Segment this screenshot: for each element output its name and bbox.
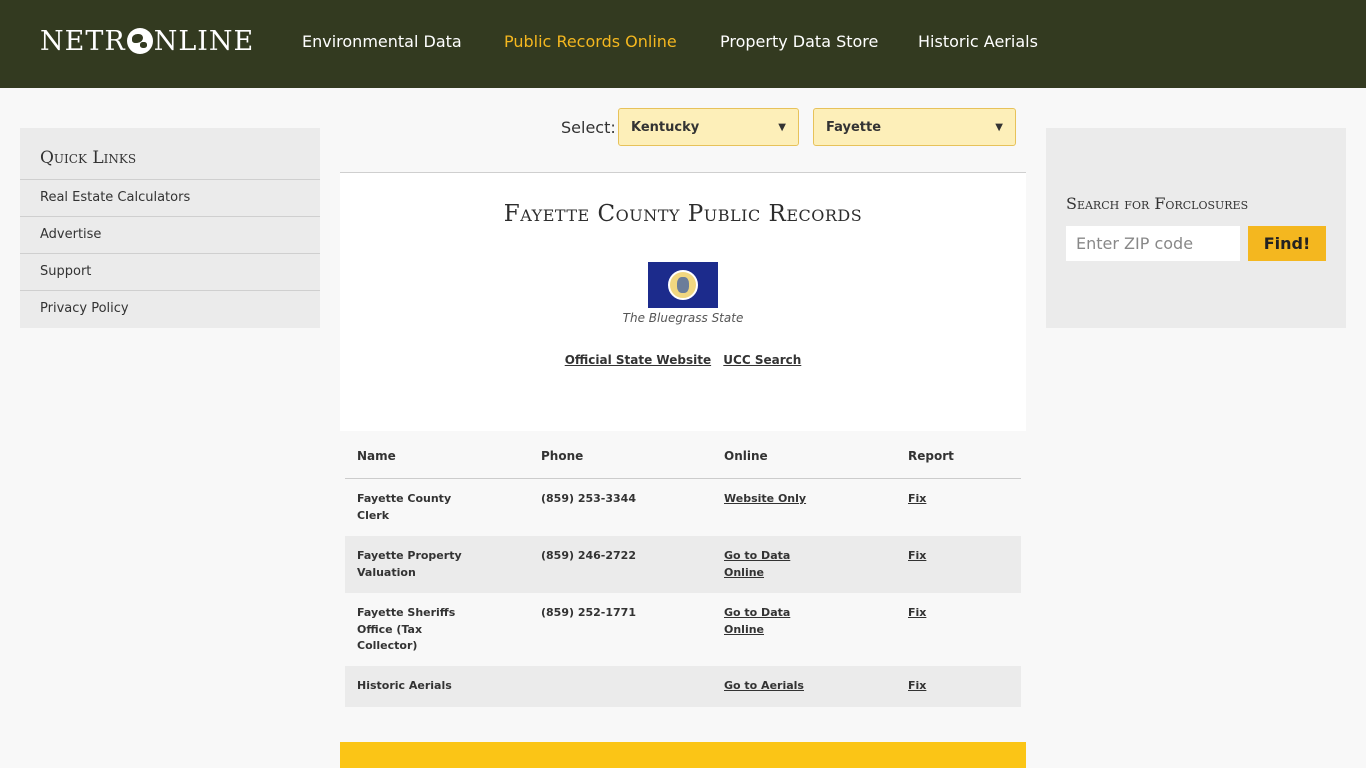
record-phone: (859) 252-1771 — [541, 606, 636, 619]
record-name: Historic Aerials — [357, 679, 452, 692]
chevron-down-icon: ▼ — [778, 121, 786, 133]
quick-links-panel — [20, 128, 320, 328]
official-state-website-link[interactable]: Official State Website — [564, 353, 712, 367]
state-select-value: Kentucky — [631, 119, 700, 135]
site-header — [0, 0, 1366, 88]
record-name: Fayette Property Valuation — [357, 549, 462, 579]
record-fix-link[interactable]: Fix — [908, 492, 927, 505]
nav-environmental-data[interactable]: Environmental Data — [302, 32, 462, 51]
record-online-link[interactable]: Go to Aerials — [724, 679, 804, 692]
chevron-down-icon: ▼ — [995, 121, 1003, 133]
select-label: Select: — [561, 118, 616, 137]
quick-link-privacy-policy[interactable]: Privacy Policy — [20, 290, 320, 327]
column-header-online: Online — [724, 449, 768, 463]
globe-icon — [127, 28, 153, 54]
record-online-link[interactable]: Go to Data Online — [724, 606, 791, 636]
nav-property-data-store[interactable]: Property Data Store — [720, 32, 879, 51]
state-links — [340, 353, 1026, 367]
county-select-value: Fayette — [826, 119, 882, 135]
column-header-report: Report — [908, 449, 954, 463]
ucc-search-link[interactable]: UCC Search — [723, 353, 802, 367]
record-fix-link[interactable]: Fix — [908, 679, 927, 692]
record-name: Fayette Sheriffs Office (Tax Collector) — [357, 606, 456, 652]
record-phone: (859) 246-2722 — [541, 549, 636, 562]
table-row — [345, 479, 1021, 536]
table-header — [345, 436, 1021, 479]
column-header-phone: Phone — [541, 449, 584, 463]
record-online-link[interactable]: Go to Data Online — [724, 549, 791, 579]
county-select[interactable] — [813, 108, 1016, 146]
quick-link-support[interactable]: Support — [20, 253, 320, 290]
quick-links-title: Quick Links — [40, 148, 137, 168]
county-info-card — [340, 172, 1026, 431]
quick-link-advertise[interactable]: Advertise — [20, 216, 320, 253]
record-fix-link[interactable]: Fix — [908, 606, 927, 619]
column-header-name: Name — [357, 449, 396, 463]
record-fix-link[interactable]: Fix — [908, 549, 927, 562]
table-row — [345, 666, 1021, 707]
foreclosure-search-title: Search for Forclosures — [1066, 194, 1249, 213]
logo-text-left: NETR — [40, 25, 126, 57]
quick-link-real-estate-calculators[interactable]: Real Estate Calculators — [20, 179, 320, 216]
zip-code-input[interactable]: Enter ZIP code — [1066, 226, 1240, 261]
kentucky-flag-icon — [648, 262, 718, 308]
nav-public-records-online[interactable]: Public Records Online — [504, 32, 677, 51]
find-button[interactable]: Find! — [1248, 226, 1326, 261]
record-online-link[interactable]: Website Only — [724, 492, 807, 505]
state-seal-icon — [668, 270, 698, 300]
state-select[interactable] — [618, 108, 799, 146]
record-phone: (859) 253-3344 — [541, 492, 636, 505]
table-row — [345, 536, 1021, 593]
table-row — [345, 593, 1021, 666]
site-logo[interactable] — [40, 24, 254, 58]
record-name: Fayette County Clerk — [357, 492, 452, 522]
page-title: Fayette County Public Records — [503, 201, 863, 227]
foreclosure-search-panel — [1046, 128, 1346, 328]
state-nickname: The Bluegrass State — [622, 311, 744, 325]
nav-historic-aerials[interactable]: Historic Aerials — [918, 32, 1038, 51]
logo-text-right: NLINE — [153, 25, 255, 57]
promo-banner — [340, 742, 1026, 768]
